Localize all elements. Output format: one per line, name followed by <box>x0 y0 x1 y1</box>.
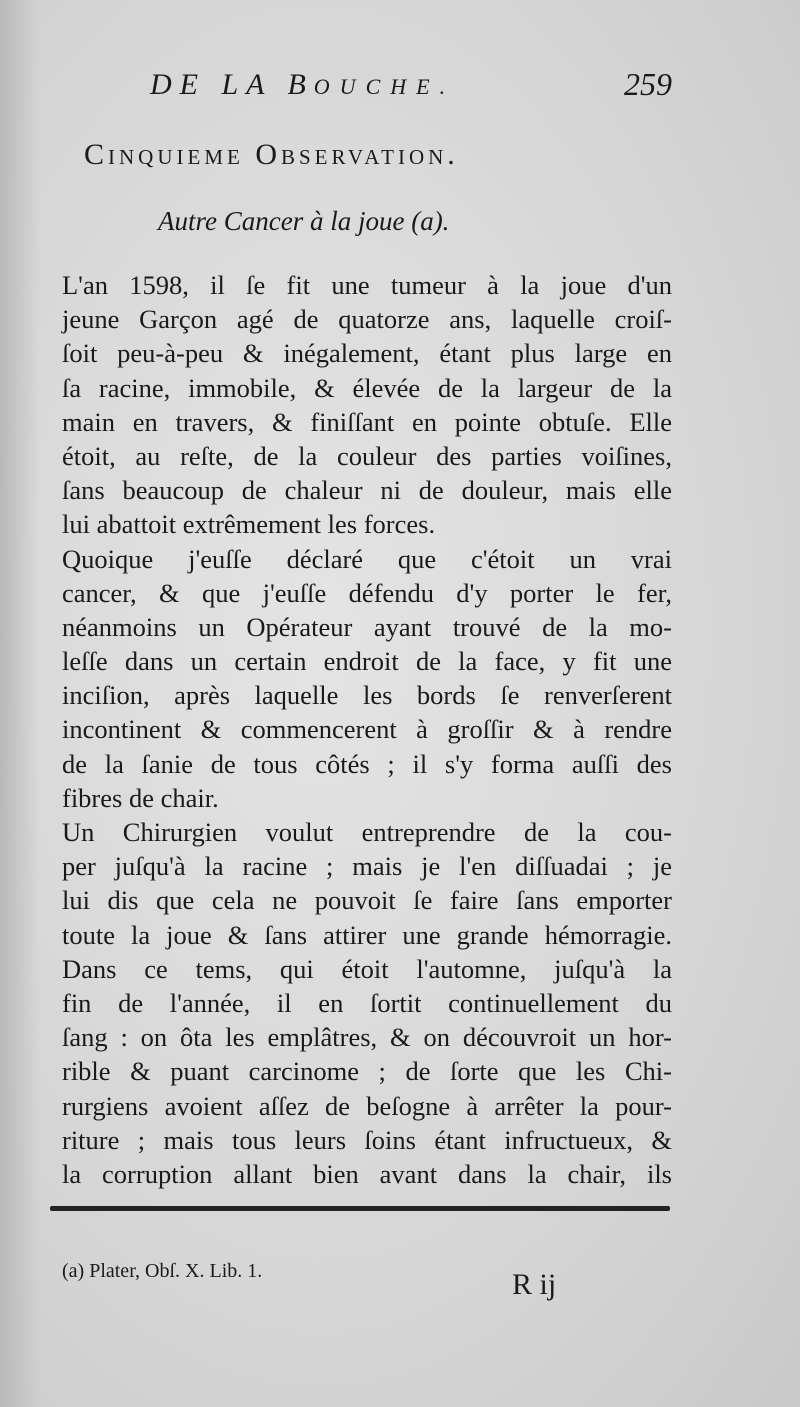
body-line: incontinent & commencerent à groſſir & à rendre <box>62 714 672 745</box>
body-line: rurgiens avoient aſſez de beſogne à arrêter la pour- <box>62 1090 672 1121</box>
body-line: riture ; mais tous leurs ſoins étant infructueux, & <box>62 1124 672 1155</box>
signature-mark: R ij <box>512 1268 557 1301</box>
running-head-prefix: DE LA <box>150 68 288 101</box>
body-line: lui dis que cela ne pouvoit ſe faire ſans emporter <box>62 885 672 916</box>
body-line: leſſe dans un certain endroit de la face, y fit une <box>62 646 672 677</box>
body-line: de la ſanie de tous côtés ; il s'y forma auſſi des <box>62 748 672 779</box>
section-subtitle: Autre Cancer à la joue (a). <box>158 206 450 236</box>
body-line: fin de l'année, il en ſortit continuellement du <box>62 987 672 1018</box>
body-line: L'an 1598, il ſe fit une tumeur à la joue d'un <box>62 270 672 300</box>
body-line: ſans beaucoup de chaleur ni de douleur, mais elle <box>62 475 672 506</box>
gutter-shadow <box>0 0 40 1407</box>
page-number: 259 <box>624 66 672 102</box>
section-title: Cinquieme Observation. <box>84 138 459 171</box>
body-line: cancer, & que j'euſſe défendu d'y porter le fer, <box>62 577 672 608</box>
body-line: main en travers, & finiſſant en pointe obtuſe. Elle <box>62 406 672 437</box>
body-line: per juſqu'à la racine ; mais je l'en diſſuadai ; je <box>62 851 672 882</box>
body-line: lui abattoit extrêmement les forces. <box>62 509 436 540</box>
body-line: jeune Garçon agé de quatorze ans, laquelle croiſ- <box>62 304 672 335</box>
body-line: inciſion, après laquelle les bords ſe renverſerent <box>62 680 672 711</box>
body-line: Un Chirurgien voulut entreprendre de la cou- <box>62 817 672 847</box>
body-line: toute la joue & ſans attirer une grande hémorragie. <box>62 919 672 950</box>
body-line: Dans ce tems, qui étoit l'automne, juſqu'à la <box>62 953 672 984</box>
footnote-rule <box>50 1206 670 1211</box>
body-line: ſoit peu-à-peu & inégalement, étant plus large en <box>62 338 672 369</box>
body-line: rible & puant carcinome ; de ſorte que les Chi- <box>62 1056 672 1087</box>
body-line: néanmoins un Opérateur ayant trouvé de la mo- <box>62 611 672 642</box>
body-line: la corruption allant bien avant dans la chair, ils <box>62 1158 672 1189</box>
body-line: Quoique j'euſſe déclaré que c'étoit un vrai <box>62 543 672 574</box>
running-head-rest: OUCHE. <box>313 74 456 99</box>
body-line: fibres de chair. <box>62 782 219 813</box>
body-line: ſa racine, immobile, & élevée de la largeur de la <box>62 372 672 403</box>
running-head-b: B <box>287 68 314 101</box>
running-head <box>150 68 455 102</box>
footnote: (a) Plater, Obſ. X. Lib. 1. <box>62 1260 263 1282</box>
body-text <box>62 268 672 1191</box>
body-line: étoit, au reſte, de la couleur des parties voiſines, <box>62 440 672 471</box>
body-line: ſang : on ôta les emplâtres, & on découvroit un hor- <box>62 1022 672 1053</box>
